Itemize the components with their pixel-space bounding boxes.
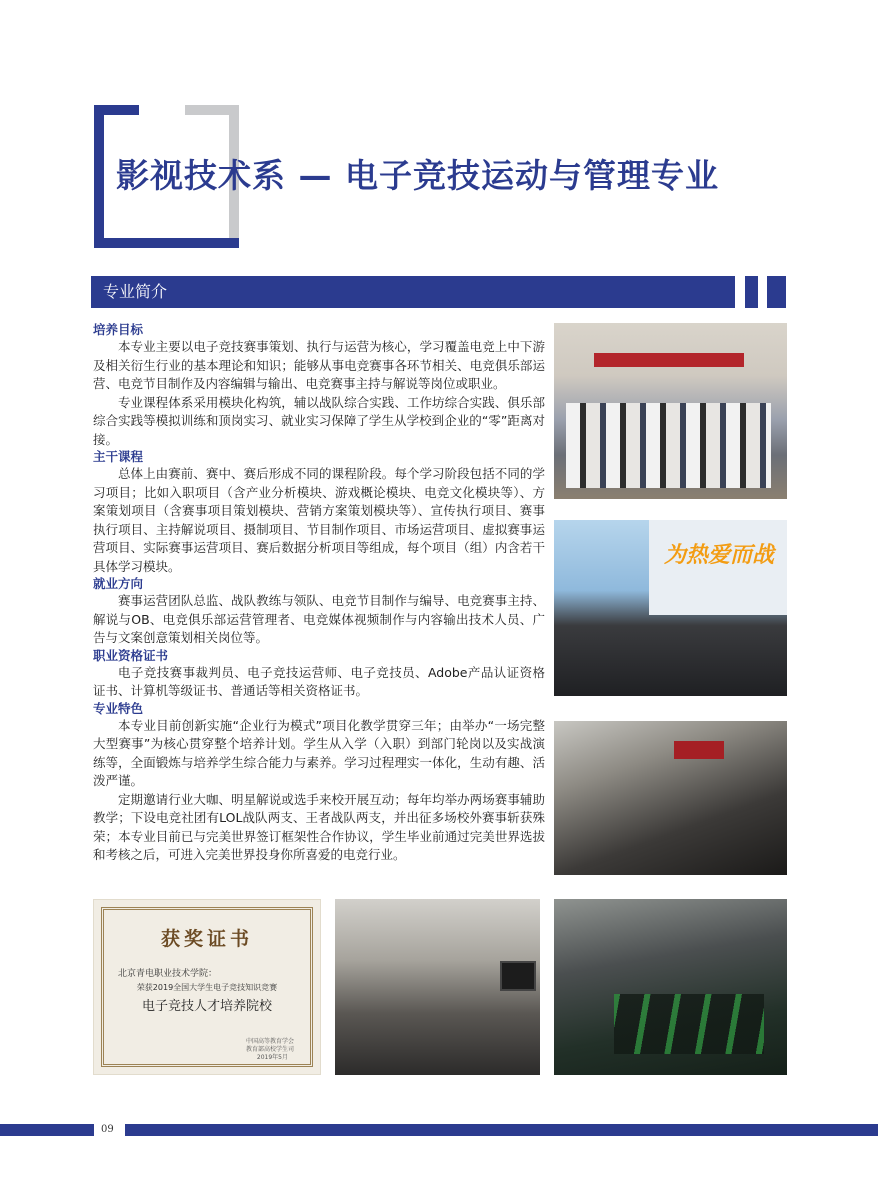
footer-bar-right: [125, 1124, 878, 1136]
heading-features: 专业特色: [93, 700, 144, 716]
students-group: [566, 403, 771, 488]
heading-core-courses: 主干课程: [93, 449, 144, 464]
title-bracket-left: [94, 105, 104, 248]
tv-screen: [500, 961, 536, 991]
footer-bar-left: [0, 1124, 94, 1136]
certificate-date: 2019年5月: [256, 1054, 288, 1061]
paragraph: 赛事运营团队总监、战队教练与领队、电竞节目制作与编导、电竞赛事主持、解说与OB、电竞俱乐部运营管理者、电竞媒体视频制作与内容输出技术人员、广告与文案创意策划相关岗位等。: [93, 593, 545, 645]
heading-career: 就业方向: [93, 576, 144, 591]
arena-slogan: 为热爱而战: [664, 543, 775, 568]
certificate-name: 电子竞技人才培养院校: [141, 999, 272, 1014]
paragraph: 总体上由赛前、赛中、赛后形成不同的课程阶段。每个学习阶段包括不同的学习项目；比如入职项目（含产业分析模块、游戏概论模块、电竞文化模块等）、方案策划项目（含赛事项目策划模块、营销方案策划模块等）、宣传执行项目、赛事执行项目、主持解说项目、摄制项目、节目制作项目、市场运营项目、虚拟赛事运营项目、实际赛事运营项目、赛后数据分析项目等组成，每个项目（组）内含若干具体学习模块。: [93, 466, 545, 574]
heading-certificates: 职业资格证书: [93, 647, 169, 663]
certificate-school: 北京青电职业技术学院：: [118, 969, 218, 979]
section-bar-accent-2: [767, 276, 786, 308]
certificate-award: 荣获2019全国大学生电子竞技知识竞赛: [136, 983, 278, 992]
paragraph: 本专业目前创新实施“企业行为模式”项目化教学贯穿三年；由举办“一场完整大型赛事”为核心贯穿整个培养计划。学生从入学（入职）到部门轮岗以及实战演练等，全面锻炼与培养学生综合能力与素养。学习过程理实一体化，生动有趣、活泼严谨。: [93, 717, 545, 788]
paragraph: 专业课程体系采用模块化构筑，辅以战队综合实践、工作坊综合实践、俱乐部综合实践等模拟训练和顶岗实习、就业实习保障了学生从学校到企业的“零”距离对接。: [93, 394, 545, 447]
red-banner: [594, 353, 744, 367]
photo-lecture: [335, 899, 540, 1075]
photo-audience-seminar: [554, 721, 787, 875]
heading-training-goal: 培养目标: [93, 322, 144, 337]
section-bar-accent-1: [745, 276, 758, 308]
red-banner: [674, 741, 724, 759]
paragraph: 定期邀请行业大咖、明星解说或选手来校开展互动；每年均举办两场赛事辅助教学；下设电竞社团有LOL战队两支、王者战队两支，并出征多场校外赛事斩获殊荣；本专业目前已与完美世界签订框架性合作协议，学生毕业前通过完美世界选拔和考核之后，可进入完美世界投身你所喜爱的电竞行业。: [93, 791, 545, 862]
certificate-issuer-1: 中国高等教育学会: [245, 1038, 294, 1045]
photo-certificate: [93, 899, 321, 1075]
photo-gaming-lab: [554, 899, 787, 1075]
paragraph: 电子竞技赛事裁判员、电子竞技运营师、电子竞技员、Adobe产品认证资格证书、计算机等级证书、普通话等相关资格证书。: [93, 664, 545, 698]
section-title: 专业简介: [103, 282, 168, 301]
paragraph: 本专业主要以电子竞技赛事策划、执行与运营为核心，学习覆盖电竞上中下游及相关衍生行业的基本理论和知识；能够从事电竞赛事各环节相关、电竞俱乐部运营、电竞节目制作及内容编辑与输出、电竞赛事主持与解说等岗位或职业。: [93, 339, 545, 391]
desk-lights: [614, 994, 764, 1054]
page-number: 09: [101, 1124, 114, 1135]
body-text: [93, 322, 545, 865]
page-title: 影视技术系 — 电子竞技运动与管理专业: [116, 156, 719, 195]
section-header: [91, 276, 735, 308]
certificate-title: 获奖证书: [160, 928, 253, 950]
title-bracket-bottom: [94, 238, 239, 248]
photo-esports-arena: [554, 520, 787, 696]
certificate-issuer-2: 教育部高校学生司: [245, 1046, 294, 1053]
photo-award-ceremony: [554, 323, 787, 499]
title-bracket-top-blue: [94, 105, 139, 115]
